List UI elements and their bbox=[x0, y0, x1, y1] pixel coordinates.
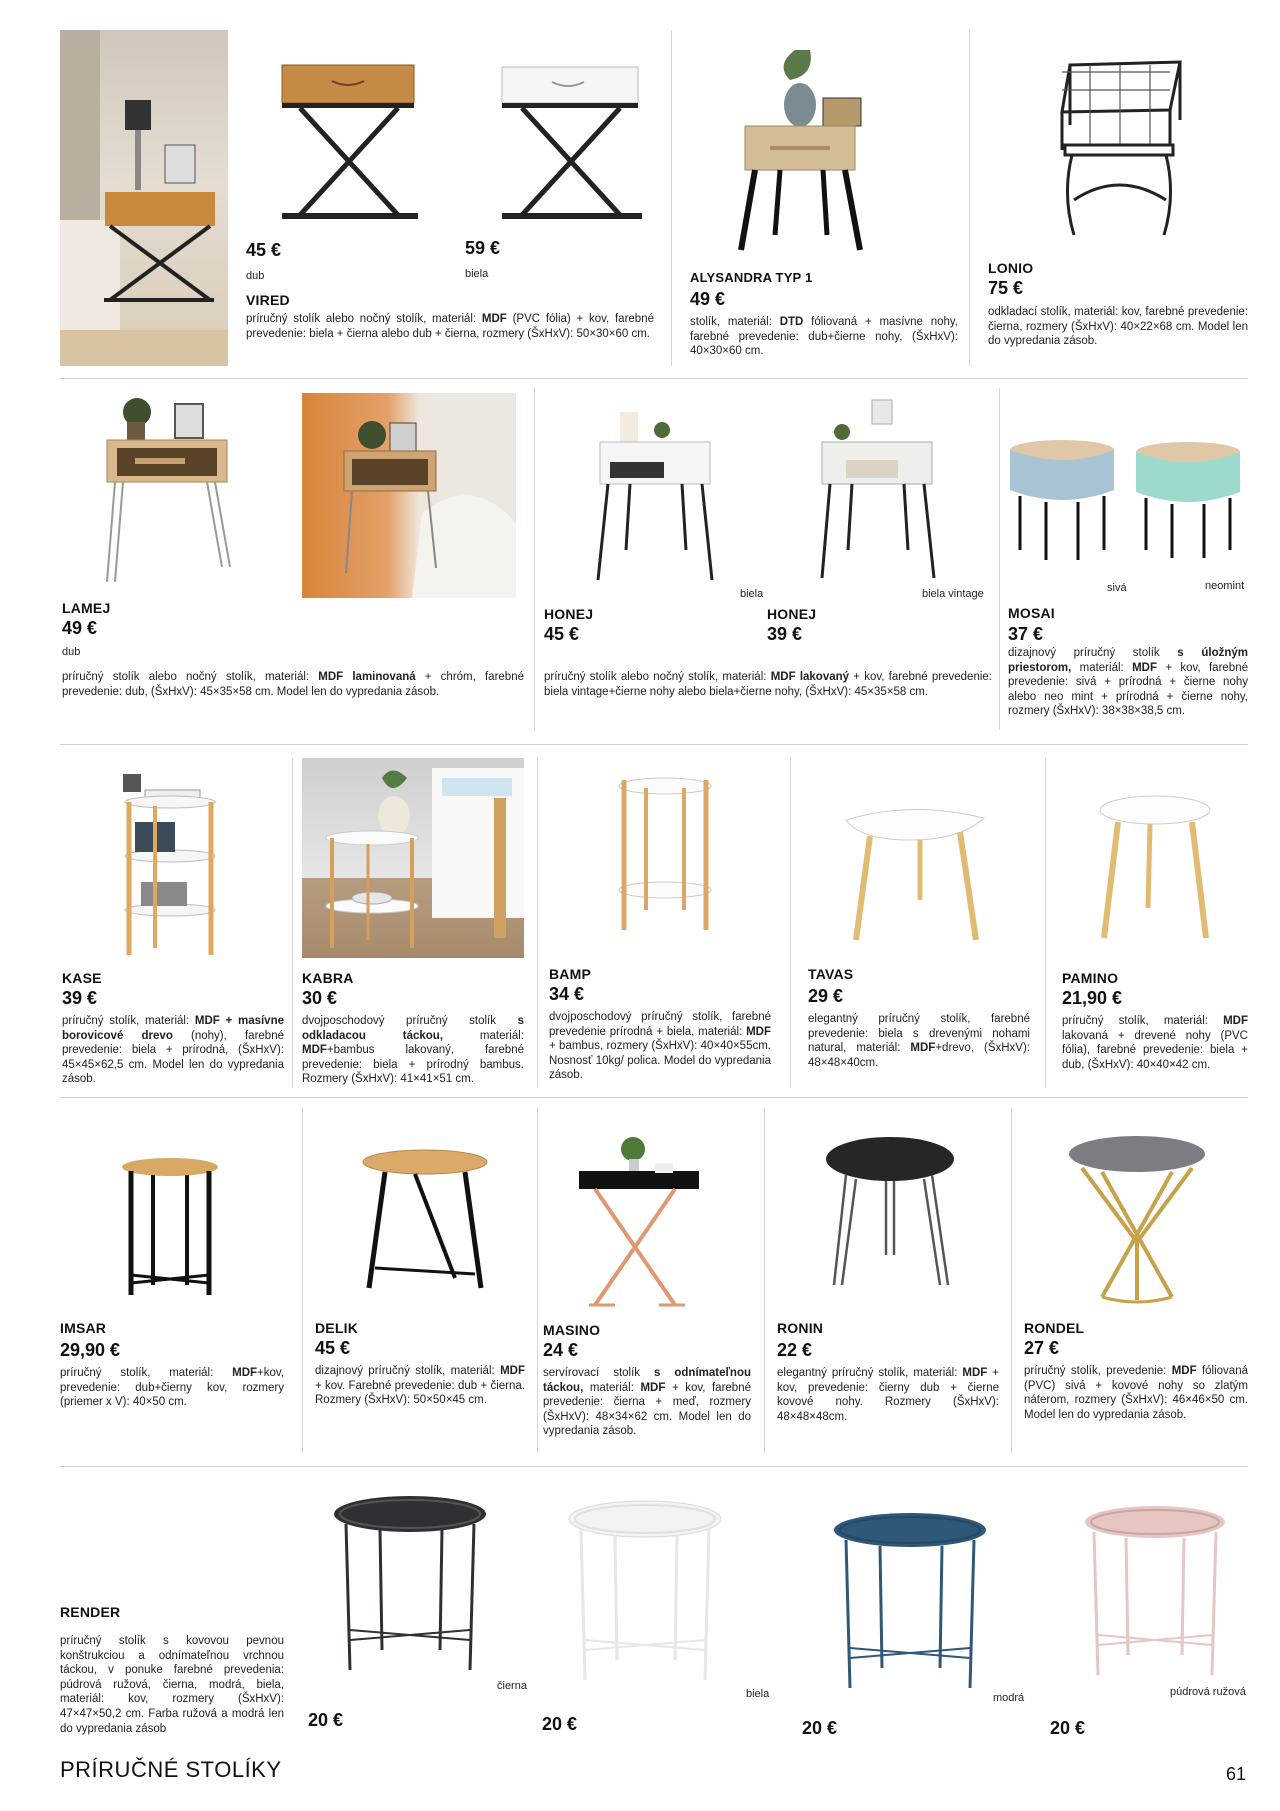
kase-name: KASE bbox=[62, 970, 102, 986]
divider bbox=[60, 1466, 1248, 1467]
ronin-price: 22 € bbox=[777, 1340, 813, 1360]
render-table-white-image bbox=[565, 1495, 725, 1690]
pamino-table-image bbox=[1090, 788, 1220, 948]
mosai-finish-neomint: neomint bbox=[1205, 580, 1245, 592]
render-price-blue: 20 € bbox=[802, 1718, 838, 1738]
render-table-blue-image bbox=[830, 1508, 990, 1698]
tavas-price: 29 € bbox=[808, 986, 844, 1006]
bamp-name: BAMP bbox=[549, 966, 592, 982]
render-finish-black: čierna bbox=[497, 1680, 527, 1692]
lonio-description: odkladací stolík, materiál: kov, farebné prevedenie: čierna, rozmery (ŠxHxV): 40×22×68 cm. Model len do vypredania zásob. bbox=[988, 306, 1248, 347]
vired-room-photo bbox=[60, 30, 228, 366]
tavas-name: TAVAS bbox=[808, 966, 854, 982]
divider bbox=[537, 758, 538, 1088]
honej-white-name: HONEJ bbox=[544, 606, 594, 622]
lamej-table-image bbox=[95, 392, 245, 592]
vired-name: VIRED bbox=[246, 292, 290, 308]
masino-description: servírovací stolík s odnímateľnou táckou, materiál: MDF + kov, farebné prevedenie: čierna + meď, rozmery (ŠxHxV): 48×34×62 cm. Model len do vypredania zásob. bbox=[543, 1367, 751, 1437]
render-price-pink: 20 € bbox=[1050, 1718, 1086, 1738]
lamej-price: 49 € bbox=[62, 618, 98, 638]
lamej-description: príručný stolík alebo nočný stolík, materiál: MDF laminovaná + chróm, farebné prevedenie: dub, (ŠxHxV): 45×35×58 cm. Model len do vypredania zásob. bbox=[62, 671, 524, 698]
honej-vintage-name: HONEJ bbox=[767, 606, 817, 622]
kabra-name: KABRA bbox=[302, 970, 354, 986]
bamp-table-image bbox=[610, 770, 720, 940]
lamej-finish: dub bbox=[62, 646, 81, 658]
ronin-description: elegantný príručný stolík, materiál: MDF + kov, prevedenie: čierny dub + čierne kovové nohy. Rozmery (ŠxHxV): 48×48×48cm. bbox=[777, 1367, 999, 1423]
vired-price-oak: 45 € bbox=[246, 240, 282, 260]
honej-finish-vintage: biela vintage bbox=[922, 588, 984, 600]
tavas-table-image bbox=[840, 800, 990, 950]
render-description: príručný stolík s kovovou pevnou konštrukciou a odnímateľnou vrchnou táckou, v ponuke farebné prevedenia: púdrová ružová, čierna, modrá, biela, materiál: kov, rozmery (ŠxHxV): 47×47×50,2 cm. Farba ružová a modrá len do vypredania zásob bbox=[60, 1635, 284, 1735]
page-number: 61 bbox=[1225, 1764, 1246, 1784]
mosai-price: 37 € bbox=[1008, 624, 1044, 644]
kabra-description: dvojposchodový príručný stolík s odkladacou táckou, materiál: MDF+bambus lakovaný, farebné prevedenie: biela + prírodný bambus. Rozmery (ŠxHxV): 41×41×51 cm. bbox=[302, 1015, 524, 1085]
render-table-black-image bbox=[330, 1490, 490, 1680]
rondel-table-image bbox=[1062, 1132, 1212, 1307]
divider bbox=[1011, 1108, 1012, 1453]
delik-price: 45 € bbox=[315, 1338, 351, 1358]
render-finish-blue: modrá bbox=[993, 1692, 1025, 1704]
vired-white-table-image bbox=[490, 45, 650, 235]
kase-table-image bbox=[115, 760, 225, 960]
divider bbox=[764, 1108, 765, 1453]
delik-name: DELIK bbox=[315, 1320, 358, 1336]
honej-white-price: 45 € bbox=[544, 624, 580, 644]
divider bbox=[969, 30, 970, 366]
alysandra-table-image bbox=[715, 40, 885, 260]
mosai-description: dizajnový príručný stolík s úložným priestorom, materiál: MDF + kov, farebné prevedenie: sivá + prírodná + čierne nohy alebo neo mint + prírodná + čierne nohy, rozmery (ŠxHxV): 38×38×38,5 cm. bbox=[1008, 647, 1248, 717]
vired-finish-white: biela bbox=[465, 268, 489, 280]
pamino-description: príručný stolík, materiál: MDF lakovaná + drevené nohy (PVC fólia), farebné prevedenie: biela + dub, (ŠxHxV): 40×40×42 cm. bbox=[1062, 1015, 1248, 1071]
vired-price-white: 59 € bbox=[465, 238, 501, 258]
ronin-table-image bbox=[820, 1135, 960, 1295]
rondel-name: RONDEL bbox=[1024, 1320, 1085, 1336]
page-section-title: PRÍRUČNÉ STOLÍKY bbox=[60, 1757, 282, 1782]
ronin-name: RONIN bbox=[777, 1320, 824, 1336]
lonio-table-image bbox=[1050, 50, 1190, 240]
divider bbox=[790, 758, 791, 1088]
vired-oak-table-image bbox=[270, 45, 430, 235]
honej-vintage-table-image bbox=[812, 390, 942, 585]
honej-finish-white: biela bbox=[740, 588, 764, 600]
divider bbox=[537, 1108, 538, 1453]
divider bbox=[60, 744, 1248, 745]
divider bbox=[292, 758, 293, 1088]
lamej-room-photo bbox=[302, 393, 516, 598]
render-price-black: 20 € bbox=[308, 1710, 344, 1730]
imsar-name: IMSAR bbox=[60, 1320, 107, 1336]
mosai-name: MOSAI bbox=[1008, 605, 1055, 621]
divider bbox=[60, 1097, 1248, 1098]
pamino-price: 21,90 € bbox=[1062, 988, 1123, 1008]
alysandra-price: 49 € bbox=[690, 289, 726, 309]
divider bbox=[302, 1108, 303, 1453]
render-finish-pink: púdrová ružová bbox=[1170, 1686, 1246, 1698]
honej-white-table-image bbox=[590, 400, 720, 585]
lonio-price: 75 € bbox=[988, 278, 1024, 298]
mosai-finish-grey: sivá bbox=[1107, 582, 1127, 594]
vired-description: príručný stolík alebo nočný stolík, materiál: MDF (PVC fólia) + kov, farebné prevedenie: biela + čierna alebo dub + čierna, rozmery (ŠxHxV): 50×30×60 cm. bbox=[246, 313, 654, 340]
kase-description: príručný stolík, materiál: MDF + masívne borovicové drevo (nohy), farebné prevedenie: biela + prírodná, (ŠxHxV): 45×45×62,5 cm. Model len do vypredania zásob. bbox=[62, 1015, 284, 1085]
tavas-description: elegantný príručný stolík, farebné prevedenie: biela s drevenými nohami natural, materiál: MDF+drevo, (ŠxHxV): 48×48×40cm. bbox=[808, 1013, 1030, 1069]
divider bbox=[60, 378, 1248, 379]
bamp-price: 34 € bbox=[549, 984, 585, 1004]
delik-table-image bbox=[355, 1148, 495, 1298]
delik-description: dizajnový príručný stolík, materiál: MDF + kov. Farebné prevedenie: dub + čierna. Rozmery (ŠxHxV): 50×50×45 cm. bbox=[315, 1365, 525, 1406]
render-name: RENDER bbox=[60, 1604, 121, 1620]
lonio-name: LONIO bbox=[988, 260, 1034, 276]
alysandra-description: stolík, materiál: DTD fóliovaná + masívne nohy, farebné prevedenie: dub+čierne nohy, (ŠxHxV): 40×30×60 cm. bbox=[690, 316, 958, 357]
divider bbox=[1045, 758, 1046, 1088]
divider bbox=[671, 30, 672, 366]
masino-price: 24 € bbox=[543, 1340, 579, 1360]
mosai-tables-image bbox=[1008, 430, 1248, 590]
honej-vintage-price: 39 € bbox=[767, 624, 803, 644]
masino-name: MASINO bbox=[543, 1322, 601, 1338]
kabra-room-photo bbox=[302, 758, 524, 958]
masino-table-image bbox=[575, 1135, 705, 1315]
alysandra-name: ALYSANDRA TYP 1 bbox=[690, 270, 813, 285]
divider bbox=[999, 388, 1000, 730]
rondel-price: 27 € bbox=[1024, 1338, 1060, 1358]
rondel-description: príručný stolík, prevedenie: MDF fóliovaná (PVC) sivá + kovové nohy so zlatým náterom, rozmery (ŠxHxV): 46×46×50 cm. Model len do vypredania zásob. bbox=[1024, 1365, 1248, 1421]
imsar-table-image bbox=[115, 1155, 225, 1305]
lamej-name: LAMEJ bbox=[62, 600, 111, 616]
vired-finish-oak: dub bbox=[246, 270, 265, 282]
kase-price: 39 € bbox=[62, 988, 98, 1008]
imsar-price: 29,90 € bbox=[60, 1340, 121, 1360]
bamp-description: dvojposchodový príručný stolík, farebné prevedenie prírodná + biela, materiál: MDF + bambus, rozmery (ŠxHxV): 40×40×55cm. Nosnosť 10kg/ polica. Model do vypredania zásob. bbox=[549, 1011, 771, 1081]
imsar-description: príručný stolík, materiál: MDF+kov, prevedenie: dub+čierny kov, rozmery (priemer x V): 40×50 cm. bbox=[60, 1367, 284, 1408]
divider bbox=[534, 388, 535, 730]
honej-description: príručný stolík alebo nočný stolík, materiál: MDF lakovaný + kov, farebné prevedenie: biela vintage+čierne nohy alebo biela+čierne nohy, (ŠxHxV): 45×35×58 cm. bbox=[544, 671, 992, 698]
render-price-white: 20 € bbox=[542, 1714, 578, 1734]
render-finish-white: biela bbox=[746, 1688, 770, 1700]
render-table-pink-image bbox=[1080, 1500, 1230, 1685]
kabra-price: 30 € bbox=[302, 988, 338, 1008]
pamino-name: PAMINO bbox=[1062, 970, 1119, 986]
